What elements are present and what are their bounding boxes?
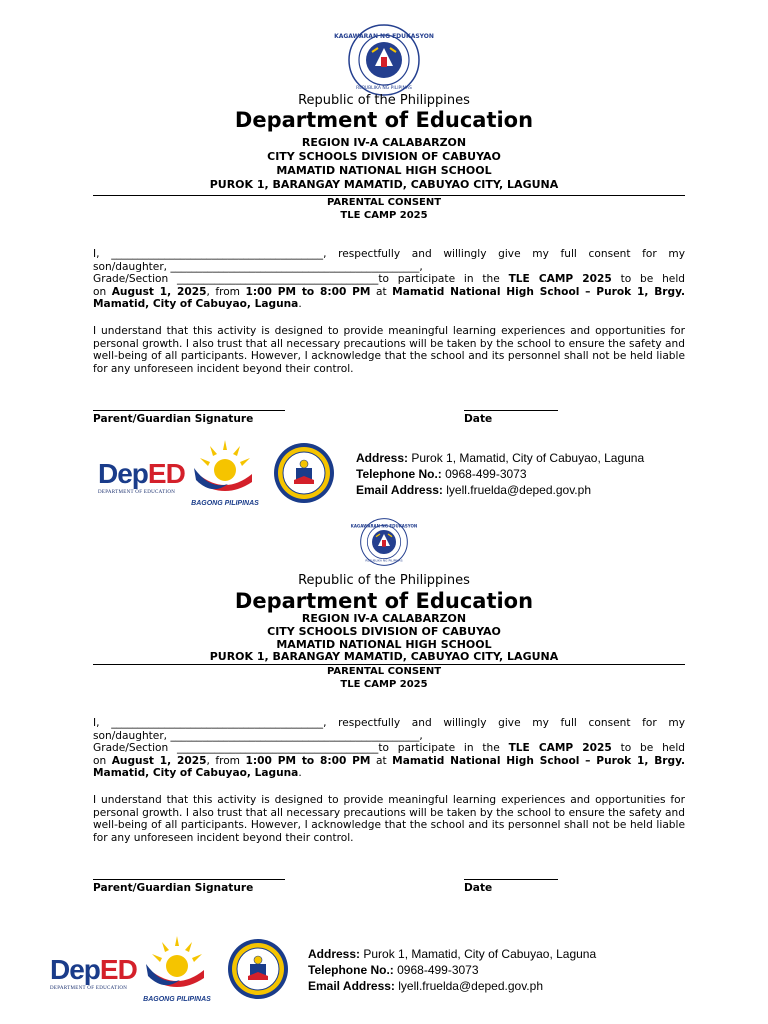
consent-paragraph-2: I understand that this activity is designed to provide meaningful learning experiences and opportunities for personal growth. I also trust that all necessary precautions will be taken by the school to ensure the safety and well-being of all participants. However, I acknowledge that the school and its personnel shall not be held liable for any unforeseen incident beyond their control. — [93, 325, 685, 375]
consent-line-3-copy — [93, 742, 685, 755]
event-date: August 1, 2025 — [111, 285, 207, 298]
division-text: CITY SCHOOLS DIVISION OF CABUYAO — [267, 150, 501, 163]
phone-value: 0968-499-3073 — [397, 963, 479, 977]
text-son-daughter: son/daughter, — [93, 729, 168, 742]
text-son-daughter: son/daughter, — [93, 260, 168, 273]
date-label: Date — [464, 413, 493, 425]
event-name: TLE CAMP 2025 — [508, 273, 612, 286]
address-label: Address: — [356, 451, 409, 465]
text-grade-section: Grade/Section — [93, 742, 169, 755]
consent-line-4-copy — [93, 755, 685, 780]
svg-text:REPUBLIKA NG PILIPINAS: REPUBLIKA NG PILIPINAS — [365, 558, 403, 563]
consent-paragraph-1-copy — [93, 717, 685, 780]
region-text-2: REGION IV-A CALABARZON — [301, 612, 467, 625]
bagong-pilipinas-logo-2 — [140, 934, 214, 1006]
header-rule-2 — [93, 664, 685, 665]
text-grade-section: Grade/Section — [93, 273, 169, 286]
region-text: REGION IV-A CALABARZON — [301, 136, 467, 149]
text-consent: , respectfully and willingly give my full consent for my — [323, 248, 685, 260]
event-time: 1:00 PM to 8:00 PM — [245, 285, 371, 298]
svg-text:KAGAWARAN NG EDUKASYON: KAGAWARAN NG EDUKASYON — [350, 523, 418, 529]
bagong-pilipinas-icon-2 — [140, 934, 214, 994]
event-venue: Mamatid National High School – Purok 1, Brgy. Mamatid, City of Cabuyao, Laguna — [93, 754, 686, 780]
email-label: Email Address: — [308, 979, 395, 993]
school-name-2: MAMATID NATIONAL HIGH SCHOOL — [276, 638, 492, 651]
text-participate: to participate in the — [378, 273, 500, 286]
name-blank[interactable]: ________________________________________ — [111, 248, 324, 260]
event-venue: Mamatid National High School – Purok 1, Brgy. Mamatid, City of Cabuyao, Laguna — [93, 285, 686, 311]
form-title: PARENTAL CONSENT — [326, 197, 442, 208]
form-subtitle-2: TLE CAMP 2025 — [340, 679, 428, 690]
address-row-2 — [308, 946, 596, 962]
consent-line-1-copy — [93, 717, 685, 730]
section-blank[interactable]: ______________________________________ — [177, 742, 379, 755]
contact-info-2 — [308, 946, 596, 994]
text-participate: to participate in the — [378, 742, 500, 755]
phone-row-2 — [308, 962, 596, 978]
consent-paragraph-2-copy: I understand that this activity is designed to provide meaningful learning experiences and opportunities for personal growth. I also trust that all necessary precautions will be taken by the school to ensure the safety and well-being of all participants. However, I acknowledge that the school and its personnel shall not be held liable for any unforeseen incident beyond their control. — [93, 794, 685, 844]
text-from: , from — [206, 754, 241, 767]
text-on: on — [93, 285, 107, 298]
signature-label-2: Parent/Guardian Signature — [93, 882, 254, 894]
text-from: , from — [206, 285, 241, 298]
child-name-blank[interactable]: _______________________________________________ — [170, 729, 420, 742]
event-time: 1:00 PM to 8:00 PM — [245, 754, 371, 767]
date-line-2[interactable] — [464, 879, 558, 880]
text-on: on — [93, 754, 107, 767]
text-held: to be held — [620, 273, 685, 286]
text-comma: , — [419, 729, 423, 742]
deped-logo-subtitle-2: DEPARTMENT OF EDUCATION — [50, 986, 128, 991]
school-address: PUROK 1, BARANGAY MAMATID, CABUYAO CITY, LAGUNA — [209, 178, 559, 191]
signature-label: Parent/Guardian Signature — [93, 413, 254, 425]
text-consent: , respectfully and willingly give my full consent for my — [323, 717, 685, 729]
deped-seal-wrap-2 — [0, 518, 768, 566]
division-text-2: CITY SCHOOLS DIVISION OF CABUYAO — [267, 625, 501, 638]
department-title: Department of Education — [234, 108, 534, 132]
event-name: TLE CAMP 2025 — [508, 742, 612, 755]
svg-text:REPUBLIKA NG PILIPINAS: REPUBLIKA NG PILIPINAS — [356, 86, 412, 91]
text-at: at — [376, 754, 387, 767]
school-seal-icon-2 — [226, 938, 290, 1000]
phone-label: Telephone No.: — [356, 467, 442, 481]
address-value: Purok 1, Mamatid, City of Cabuyao, Laguna — [363, 947, 597, 961]
date-label-2: Date — [464, 882, 493, 894]
email-label: Email Address: — [356, 483, 443, 497]
signature-line-2[interactable] — [93, 879, 285, 880]
republic-text: Republic of the Philippines — [298, 93, 470, 108]
email-row-2 — [308, 978, 596, 994]
text-period: . — [298, 767, 302, 780]
consent-line-2-copy — [93, 730, 685, 743]
school-name: MAMATID NATIONAL HIGH SCHOOL — [276, 164, 492, 177]
address-value: Purok 1, Mamatid, City of Cabuyao, Laguna — [411, 451, 645, 465]
bagong-pilipinas-text-2: BAGONG PILIPINAS — [143, 996, 211, 1003]
text-i: I, — [93, 248, 100, 260]
text-at: at — [376, 285, 387, 298]
text-comma: , — [419, 260, 423, 273]
deped-logo: DepED DEPARTMENT OF EDUCATION — [98, 458, 185, 495]
republic-text-2: Republic of the Philippines — [298, 573, 470, 588]
deped-logo-2: DepED DEPARTMENT OF EDUCATION — [50, 954, 137, 991]
text-i: I, — [93, 717, 100, 729]
address-label: Address: — [308, 947, 361, 961]
svg-text:KAGAWARAN NG EDUKASYON: KAGAWARAN NG EDUKASYON — [334, 33, 434, 40]
section-blank[interactable]: ______________________________________ — [177, 273, 379, 286]
email-value[interactable]: lyell.fruelda@deped.gov.ph — [398, 979, 543, 993]
department-title-2: Department of Education — [234, 589, 534, 613]
deped-logo-subtitle: DEPARTMENT OF EDUCATION — [98, 490, 176, 495]
child-name-blank[interactable]: _______________________________________________ — [170, 260, 420, 273]
form-subtitle: TLE CAMP 2025 — [340, 210, 428, 221]
text-period: . — [298, 298, 302, 311]
form-title-2: PARENTAL CONSENT — [326, 666, 442, 677]
email-value[interactable]: lyell.fruelda@deped.gov.ph — [446, 483, 591, 497]
phone-label: Telephone No.: — [308, 963, 394, 977]
school-address-2: PUROK 1, BARANGAY MAMATID, CABUYAO CITY, LAGUNA — [209, 650, 559, 663]
bagong-pilipinas-text: BAGONG PILIPINAS — [191, 500, 259, 507]
event-date: August 1, 2025 — [111, 754, 207, 767]
phone-value: 0968-499-3073 — [445, 467, 527, 481]
deped-seal-icon-2 — [350, 518, 418, 566]
name-blank[interactable]: ________________________________________ — [111, 717, 324, 729]
text-held: to be held — [620, 742, 685, 755]
